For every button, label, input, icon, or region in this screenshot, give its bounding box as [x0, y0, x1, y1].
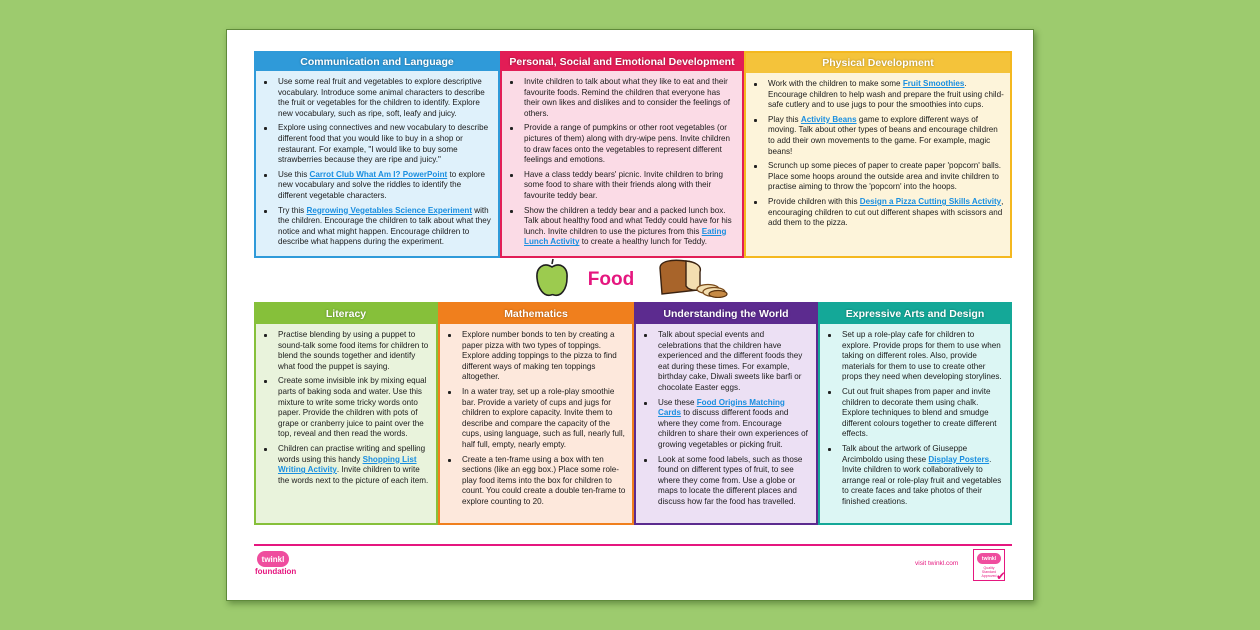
- activity-text: Explore using connectives and new vocabulary to describe different food that you would like to buy in a shop or restaurant. For example, "I would like to buy some strawberries because they are ripe and juicy.": [278, 123, 489, 165]
- activity-item: [750, 115, 1004, 157]
- activity-text: game to explore different ways of moving. Talk about other types of beans and encourage children to add their own movements to the game. For example, magic beans!: [768, 114, 998, 156]
- twinkl-foundation-logo: [255, 551, 303, 581]
- quality-badge: [973, 549, 1005, 581]
- activity-list: [640, 330, 810, 508]
- activity-item: [506, 77, 736, 119]
- activity-item: [824, 387, 1004, 440]
- panel-expressive-arts: [818, 302, 1012, 525]
- badge-text: Quality Standard Approved: [981, 566, 997, 578]
- activity-text: Play this: [768, 114, 801, 124]
- visit-link[interactable]: visit twinkl.com: [915, 560, 959, 567]
- activity-text: Show the children a teddy bear and a packed lunch box. Talk about healthy food and what Teddy could have for his lunch. Invite children to use the pictures from this: [524, 205, 732, 236]
- panel-heading: Literacy: [256, 304, 436, 324]
- activity-item: [260, 330, 430, 372]
- panel-heading: Personal, Social and Emotional Development: [502, 53, 742, 71]
- activity-item: [750, 161, 1004, 193]
- activity-item: [506, 170, 736, 202]
- activity-text: Invite children to talk about what they like to eat and their favourite foods. Remind the children that everyone has their own likes and dislikes and to consider the feelings of others.: [524, 77, 731, 118]
- activity-text: to explore new vocabulary and solve the riddles to identify the different vegetable characters.: [278, 169, 486, 201]
- activity-list: [260, 330, 430, 486]
- activity-item: [260, 206, 492, 248]
- activity-text: Scrunch up some pieces of paper to create paper 'popcorn' balls. Place some hoops around the outside area and invite children to practise aiming to throw the 'popcorn' into the hoops.: [768, 161, 1001, 192]
- activity-item: [750, 79, 1004, 111]
- panel-physical-development: [744, 51, 1012, 258]
- activity-list: [444, 330, 626, 508]
- activity-text: . Encourage children to help wash and prepare the fruit using child-safe cutlery and to use jugs to pour the smoothies into cups.: [768, 79, 1004, 110]
- activity-text: Explore number bonds to ten by creating a paper pizza with two types of toppings. Explore adding toppings to the pizza to find different ways of making ten toppings altogether.: [462, 330, 617, 382]
- activity-text: . Invite children to work collaboratively to arrange real or role-play fruit and vegetables to create faces and take photos of their finished creations.: [842, 454, 1002, 506]
- activity-text: to create a healthy lunch for Teddy.: [579, 237, 707, 247]
- activity-item: [824, 330, 1004, 383]
- activity-list: [750, 79, 1004, 229]
- activity-text: Work with the children to make some: [768, 79, 903, 88]
- bread-loaf-icon: [652, 258, 728, 303]
- panel-heading: Communication and Language: [256, 53, 498, 71]
- activity-item: [640, 455, 810, 508]
- activity-text: Provide a range of pumpkins or other root vegetables (or pictures of them) along with dry-wipe pens. Invite children to draw faces onto the vegetables to represent different feelings and emotions.: [524, 123, 731, 165]
- activity-item: [640, 330, 810, 394]
- activity-text: , encouraging children to cut out different shapes with scissors and add them to the pizza.: [768, 196, 1004, 228]
- apple-icon: [534, 258, 570, 303]
- panel-heading: Mathematics: [440, 304, 632, 324]
- logo-subtitle: foundation: [255, 567, 297, 576]
- activity-text: Have a class teddy bears' picnic. Invite children to bring some food to share with their friends along with their favourite teddy bear.: [524, 169, 724, 201]
- panel-literacy: [254, 302, 438, 525]
- activity-item: [444, 330, 626, 383]
- resource-link[interactable]: Display Posters: [928, 454, 990, 464]
- activity-text: Look at some food labels, such as those found on different types of fruit, to see where they come from. Use a globe or maps to locate the different places and discuss how far the food has travelled.: [658, 454, 803, 506]
- activity-item: [506, 123, 736, 165]
- panel-heading: Physical Development: [746, 53, 1010, 73]
- activity-list: [506, 77, 736, 248]
- worksheet-page: [226, 29, 1034, 601]
- activity-item: [444, 455, 626, 508]
- activity-item: [824, 444, 1004, 508]
- activity-text: Use this: [278, 169, 310, 179]
- activity-item: [260, 123, 492, 165]
- panel-heading: Expressive Arts and Design: [820, 304, 1010, 324]
- resource-link[interactable]: Design a Pizza Cutting Skills Activity: [859, 196, 1002, 206]
- activity-text: Practise blending by using a puppet to sound-talk some food items for children to blend the sounds together and identify what food the puppet is saying.: [278, 330, 429, 371]
- activity-text: Use some real fruit and vegetables to explore descriptive vocabulary. Introduce some animal characters to describe the fruit or vegetables for the children to identify. Explore new vocabulary, such as ripe, soft, leafy and juicy.: [278, 77, 485, 118]
- activity-item: [260, 444, 430, 486]
- activity-text: Provide children with this: [768, 196, 860, 206]
- bottom-panels: [254, 302, 1012, 525]
- activity-text: to discuss different foods and where they come from. Encourage children to share their own experiences of growing vegetables or picking fruit.: [658, 408, 808, 449]
- activity-list: [824, 330, 1004, 508]
- resource-link[interactable]: Eating Lunch Activity: [524, 226, 727, 247]
- resource-link[interactable]: Fruit Smoothies: [902, 79, 965, 88]
- activity-text: Talk about the artwork of Giuseppe Arcimboldo using these: [842, 443, 968, 464]
- activity-text: Set up a role-play cafe for children to explore. Provide props for them to use when taking on different roles. Also, provide materials for them to use to create other props they need when developing storylines.: [842, 330, 1002, 382]
- page-title: Food: [587, 269, 635, 290]
- activity-item: [506, 206, 736, 248]
- activity-item: [444, 387, 626, 451]
- activity-text: . Invite children to write the words next to the picture of each item.: [278, 465, 429, 485]
- activity-text: Use these: [658, 397, 697, 407]
- activity-list: [260, 77, 492, 248]
- activity-text: Try this: [278, 205, 307, 215]
- checkmark-icon: ✔: [995, 569, 1006, 583]
- activity-text: Talk about special events and celebrations that the children have experienced and the different foods they eat during these times. For example, birthday cake, Diwali sweets like barfi or chocolate Easter eggs.: [658, 330, 803, 392]
- activity-item: [750, 197, 1004, 229]
- activity-item: [260, 170, 492, 202]
- footer-divider: [254, 544, 1012, 546]
- resource-link[interactable]: Shopping List Writing Activity: [278, 454, 417, 475]
- logo-cloud: twinkl: [257, 551, 289, 567]
- panel-mathematics: [438, 302, 634, 525]
- resource-link[interactable]: Carrot Club What Am I? PowerPoint: [309, 169, 448, 179]
- activity-text: Cut out fruit shapes from paper and invite children to decorate them using chalk. Explore techniques to blend and smudge different colours together to create different effects.: [842, 386, 997, 439]
- activity-text: In a water tray, set up a role-play smoothie bar. Provide a variety of cups and jugs for children to explore capacity. Invite them to describe and compare the capacity of the cups, using language, such as full, nearly full, half full, empty, nearly empty.: [462, 386, 625, 449]
- panel-understanding-world: [634, 302, 818, 525]
- resource-link[interactable]: Activity Beans: [800, 114, 857, 124]
- activity-item: [260, 77, 492, 119]
- activity-item: [260, 376, 430, 440]
- activity-text: with the children. Encourage the children to talk about what they notice and what might happen. Encourage children to describe what happens during the experiment.: [278, 205, 491, 247]
- activity-item: [640, 398, 810, 451]
- activity-text: Children can practise writing and spelling words using this handy: [278, 443, 426, 464]
- panel-heading: Understanding the World: [636, 304, 816, 324]
- badge-logo: twinkl: [977, 553, 1001, 564]
- top-panels: [254, 51, 1012, 258]
- resource-link[interactable]: Regrowing Vegetables Science Experiment: [306, 205, 473, 215]
- panel-personal-social-emotional: [500, 51, 744, 258]
- title-row: [227, 258, 1035, 302]
- activity-text: Create a ten-frame using a box with ten sections (like an egg box.) Place some role-play food items into the box for children to count. You could create a double ten-frame to explore counting to 20.: [462, 454, 626, 506]
- resource-link[interactable]: Food Origins Matching Cards: [658, 397, 785, 418]
- activity-text: Create some invisible ink by mixing equal parts of baking soda and water. Use this mixture to write some tricky words onto paper. Provide the children with pots of grape or cranberry juice to paint over the top, reveal and then read the words.: [278, 376, 427, 439]
- panel-communication-language: [254, 51, 500, 258]
